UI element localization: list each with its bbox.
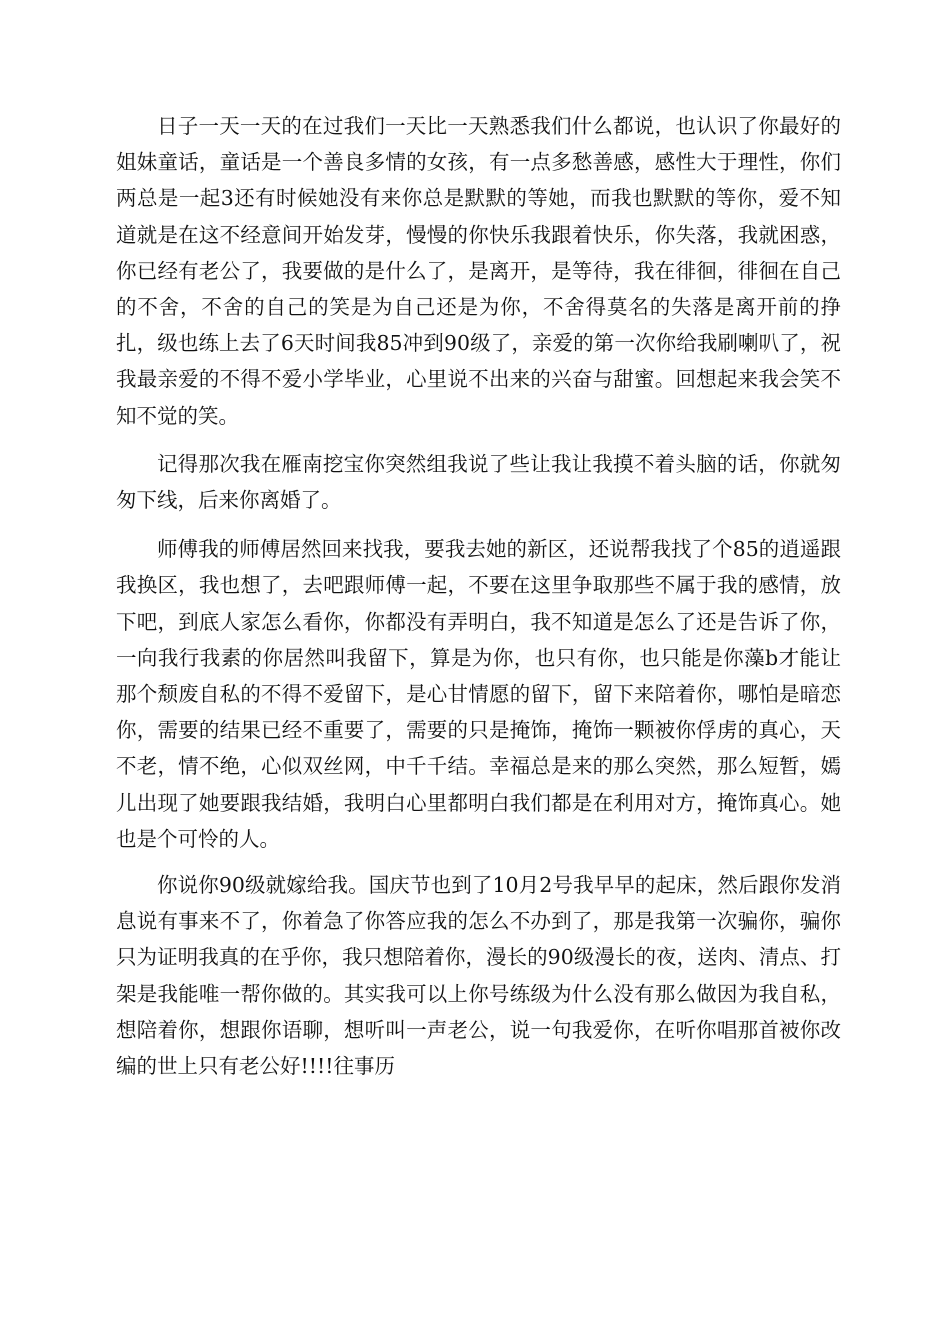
document-body bbox=[116, 108, 841, 1084]
paragraph-4: 你说你90级就嫁给我。国庆节也到了10月2号我早早的起床，然后跟你发消息说有事来不了，你着急了你答应我的怎么不办到了，那是我第一次骗你，骗你只为证明我真的在乎你，我只想陪着你，漫长的90级漫长的夜，送肉、清点、打架是我能唯一帮你做的。其实我可以上你号练级为什么没有那么做因为我自私，想陪着你，想跟你语聊，想听叫一声老公，说一句我爱你，在听你唱那首被你改编的世上只有老公好!!!!往事历 bbox=[116, 873, 841, 1079]
paragraph-1: 日子一天一天的在过我们一天比一天熟悉我们什么都说，也认识了你最好的姐妹童话，童话是一个善良多情的女孩，有一点多愁善感，感性大于理性，你们两总是一起3还有时候她没有来你总是默默的等她，而我也默默的等你，爱不知道就是在这不经意间开始发芽，慢慢的你快乐我跟着快乐，你失落，我就困惑，你已经有老公了，我要做的是什么了，是离开，是等待，我在徘徊，徘徊在自己的不舍，不舍的自己的笑是为自己还是为你，不舍得莫名的失落是离开前的挣扎，级也练上去了6天时间我85冲到90级了，亲爱的第一次你给我刷喇叭了，祝我最亲爱的不得不爱小学毕业，心里说不出来的兴奋与甜蜜。回想起来我会笑不知不觉的笑。 bbox=[116, 114, 841, 428]
paragraph-3: 师傅我的师傅居然回来找我，要我去她的新区，还说帮我找了个85的逍遥跟我换区，我也想了，去吧跟师傅一起，不要在这里争取那些不属于我的感情，放下吧，到底人家怎么看你，你都没有弄明白，我不知道是怎么了还是告诉了你，一向我行我素的你居然叫我留下，算是为你，也只有你，也只能是你藻b才能让那个颓废自私的不得不爱留下，是心甘情愿的留下，留下来陪着你，哪怕是暗恋你，需要的结果已经不重要了，需要的只是掩饰，掩饰一颗被你俘虏的真心，天不老，情不绝，心似双丝网，中千千结。幸福总是来的那么突然，那么短暂，嫣儿出现了她要跟我结婚，我明白心里都明白我们都是在利用对方，掩饰真心。她也是个可怜的人。 bbox=[116, 537, 841, 851]
paragraph-2: 记得那次我在雁南挖宝你突然组我说了些让我让我摸不着头脑的话，你就匆匆下线，后来你离婚了。 bbox=[116, 451, 841, 513]
